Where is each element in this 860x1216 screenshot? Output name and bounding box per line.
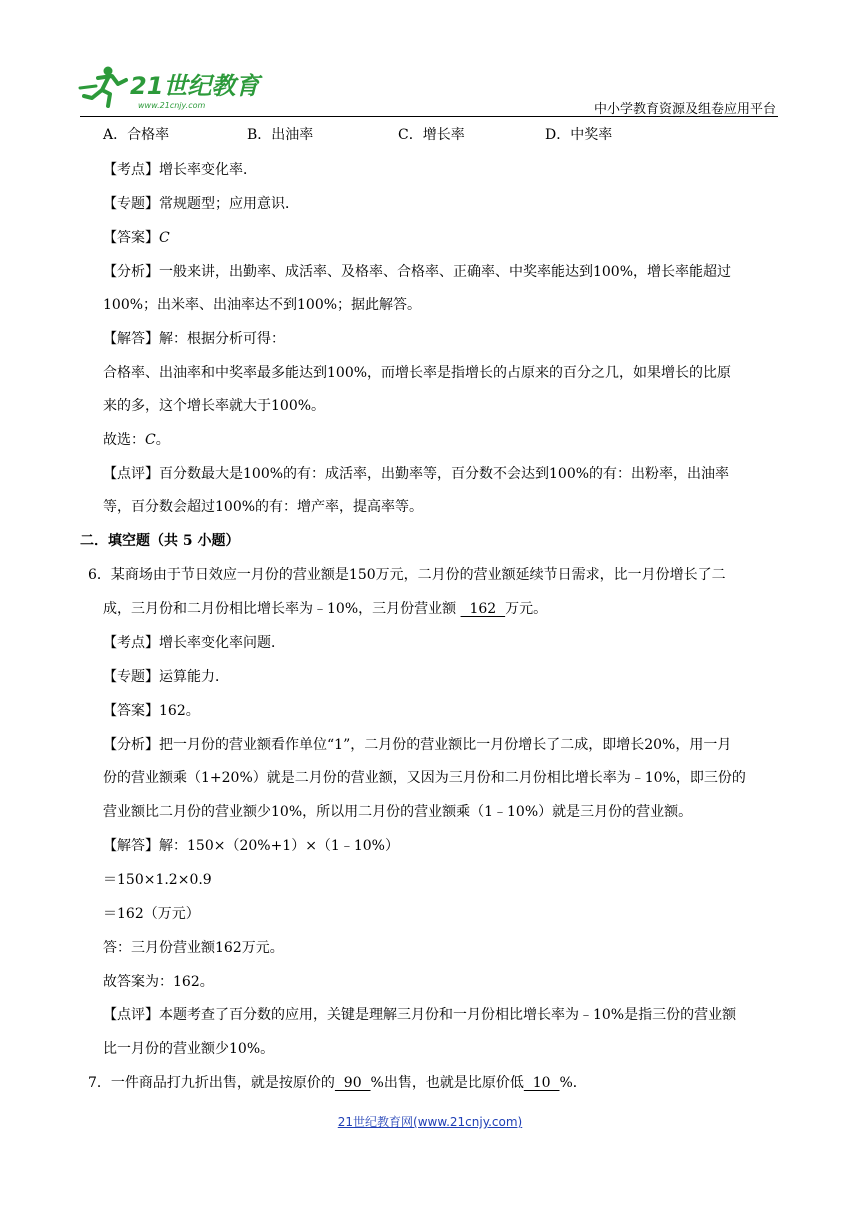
q7-stem [88,1074,587,1092]
q6-jieda-2: ＝150×1.2×0.9 [103,872,212,888]
option-b: B．出油率 [247,127,314,143]
q6-jieda-3: ＝162（万元） [103,906,200,922]
q6-jieda-4: 答：三月份营业额162万元。 [103,940,284,956]
q5-jieda-1: 【解答】解：根据分析可得： [103,331,285,347]
q6-fenxi-3: 营业额比二月份的营业额少10%，所以用二月份的营业额乘（1﹣10%）就是三月份的营业额。 [103,804,693,820]
q6-jieda-1: 【解答】解：150×（20%+1）×（1﹣10%） [103,838,399,854]
q6-stem-2-pre: 成，三月份和二月份相比增长率为﹣10%，三月份营业额 [103,601,461,617]
svg-text:21世纪教育: 21世纪教育 [130,72,260,100]
page-header [78,64,778,118]
q5-kaodian: 【考点】增长率变化率． [103,162,257,178]
option-a: A．合格率 [103,127,170,143]
q7-stem-pre: 7．一件商品打九折出售，就是按原价的 [88,1075,335,1091]
runner-icon [80,67,126,107]
q5-jieda-2: 合格率、出油率和中奖率最多能达到100%，而增长率是指增长的占原来的百分之几，如果增长的比原 [103,365,732,381]
footer-link[interactable]: 21世纪教育网(www.21cnjy.com) [337,1115,523,1129]
q7-stem-post: %． [559,1075,587,1091]
option-c: C．增长率 [398,127,465,143]
q6-answer-blank: 162 [460,601,506,617]
q5-choice-value: C [145,432,156,448]
option-d: D．中奖率 [545,127,613,143]
q5-choice-label: 故选： [103,432,145,448]
q5-fenxi-1: 【分析】一般来讲，出勤率、成活率、及格率、合格率、正确率、中奖率能达到100%，增长率能超过 [103,264,732,280]
site-logo [78,64,268,112]
platform-title: 中小学教育资源及组卷应用平台 [593,102,776,117]
q6-dianping-2: 比一月份的营业额少10%。 [103,1041,275,1057]
q6-dianping-1: 【点评】本题考查了百分数的应用，关键是理解三月份和一月份相比增长率为﹣10%是指三份的营业额 [103,1007,737,1023]
q6-stem-2 [103,600,547,618]
q5-choice [103,431,170,449]
q6-kaodian: 【考点】增长率变化率问题． [103,635,285,651]
q5-dianping-2: 等，百分数会超过100%的有：增产率，提高率等。 [103,499,424,515]
q6-fenxi-2: 份的营业额乘（1+20%）就是二月份的营业额，又因为三月份和二月份相比增长率为﹣10%，即三份的 [103,770,746,786]
q7-answer-blank-2: 10 [523,1075,560,1091]
q5-fenxi-2: 100%；出米率、出油率达不到100%；据此解答。 [103,297,422,313]
q5-dianping-1: 【点评】百分数最大是100%的有：成活率，出勤率等，百分数不会达到100%的有：出粉率，出油率 [103,466,730,482]
svg-text:www.21cnjy.com: www.21cnjy.com [138,101,206,110]
q7-stem-mid: %出售，也就是比原价低 [370,1075,524,1091]
q5-answer [103,229,170,247]
q6-answer: 【答案】162。 [103,703,200,719]
q5-zhuanti: 【专题】常规题型；应用意识． [103,196,299,212]
q6-stem-1: 6．某商场由于节日效应一月份的营业额是150万元，二月份的营业额延续节日需求，比一月份增长了二 [88,567,726,583]
section-title: 二．填空题（共 5 小题） [80,533,240,549]
q6-fenxi-1: 【分析】把一月份的营业额看作单位“1”，二月份的营业额比一月份增长了二成，即增长20%，用一月 [103,737,732,753]
q6-stem-2-post: 万元。 [505,601,548,617]
q5-choice-end: 。 [155,432,170,448]
q5-jieda-3: 来的多，这个增长率就大于100%。 [103,398,326,414]
q6-jieda-5: 故答案为：162。 [103,974,214,990]
q5-answer-value: C [159,230,170,246]
header-divider [80,116,778,117]
q5-answer-label: 【答案】 [103,230,159,246]
page-footer [0,1113,860,1130]
q7-answer-blank-1: 90 [334,1075,371,1091]
q6-zhuanti: 【专题】运算能力． [103,669,229,685]
